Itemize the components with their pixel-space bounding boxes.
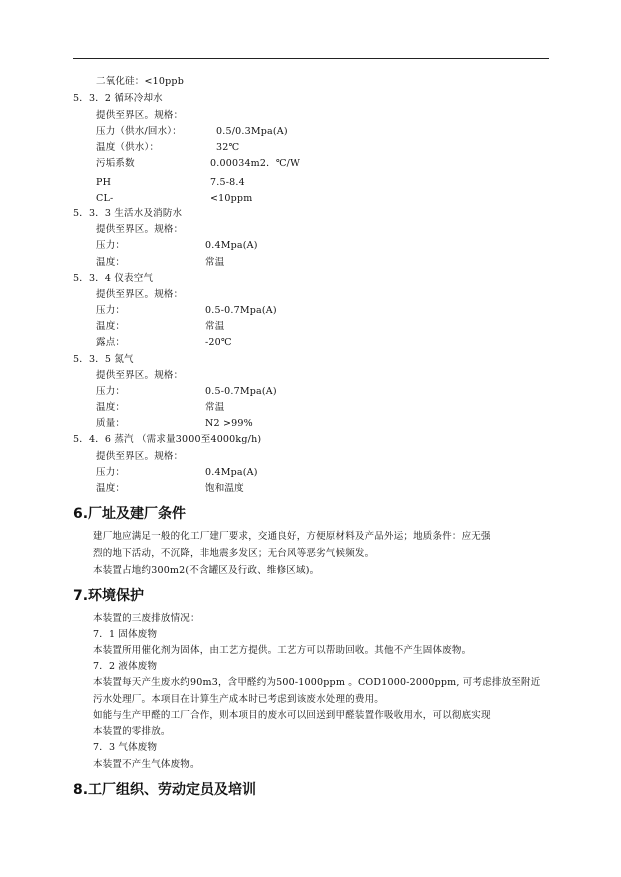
- spec-label: 污垢系数: [96, 158, 135, 169]
- subsection-title-534: 5．3．4 仪表空气: [73, 273, 154, 284]
- spec-label: 温度：: [96, 483, 126, 494]
- spec-value: <10ppm: [210, 193, 253, 204]
- spec-value: 0.4Mpa(A): [205, 240, 258, 251]
- paragraph-line: 本装置所用催化剂为固体，由工艺方提供。工艺方可以帮助回收。其他不产生固体废物。: [93, 645, 472, 656]
- paragraph-line: 污水处理厂。本项目在计算生产成本时已考虑到该废水处理的费用。: [93, 694, 385, 705]
- spec-label: 压力（供水/回水）：: [96, 126, 182, 137]
- spec-value: 常温: [205, 321, 225, 332]
- subsection-title-73: 7．3 气体废物: [93, 742, 158, 753]
- spec-label: 质量：: [96, 418, 126, 429]
- spec-value: 7.5-8.4: [210, 177, 245, 188]
- paragraph-line: 本装置的三废排放情况：: [93, 613, 200, 624]
- spec-label: 压力：: [96, 386, 126, 397]
- spec-value: 常温: [205, 257, 225, 268]
- spec-intro: 提供至界区。规格：: [96, 451, 184, 462]
- spec-value: 0.5/0.3Mpa(A): [216, 126, 288, 137]
- subsection-title-546: 5．4．6 蒸汽 （需求量3000至4000kg/h): [73, 434, 262, 445]
- spec-value: 0.00034m2．℃/W: [210, 158, 301, 169]
- spec-intro: 提供至界区。规格：: [96, 370, 184, 381]
- subsection-title-72: 7．2 液体废物: [93, 661, 158, 672]
- spec-value: -20℃: [205, 337, 232, 348]
- spec-label: 压力：: [96, 305, 126, 316]
- spec-intro: 提供至界区。规格：: [96, 289, 184, 300]
- spec-intro: 提供至界区。规格：: [96, 224, 184, 235]
- spec-value: 0.5-0.7Mpa(A): [205, 305, 277, 316]
- spec-label: 压力：: [96, 240, 126, 251]
- spec-value: 饱和温度: [205, 483, 244, 494]
- spec-intro: 提供至界区。规格：: [96, 110, 184, 121]
- header-rule: [73, 58, 549, 59]
- spec-value: 0.5-0.7Mpa(A): [205, 386, 277, 397]
- paragraph-line: 烈的地下活动，不沉降，非地震多发区；无台风等恶劣气候频发。: [93, 548, 375, 559]
- section-heading-6: 6.厂址及建厂条件: [73, 506, 187, 522]
- spec-value: 0.4Mpa(A): [205, 467, 258, 478]
- spec-label: 压力：: [96, 467, 126, 478]
- spec-label: PH: [96, 177, 112, 188]
- spec-value: 32℃: [216, 142, 240, 153]
- paragraph-line: 本装置占地约300m2(不含罐区及行政、维修区域)。: [93, 565, 320, 576]
- spec-label: 温度（供水）：: [96, 142, 160, 153]
- subsection-title-535: 5．3．5 氮气: [73, 354, 134, 365]
- spec-label: 温度：: [96, 257, 126, 268]
- subsection-title-533: 5．3．3 生活水及消防水: [73, 208, 183, 219]
- paragraph-line: 建厂地应满足一般的化工厂建厂要求，交通良好，方便原材料及产品外运；地质条件：应无强: [93, 531, 491, 542]
- subsection-title-532: 5．3．2 循环冷却水: [73, 93, 163, 104]
- spec-value: N2 >99%: [205, 418, 253, 429]
- section-heading-8: 8.工厂组织、劳动定员及培训: [73, 782, 257, 798]
- paragraph-line: 本装置的零排放。: [93, 726, 171, 737]
- spec-label: CL-: [96, 193, 114, 204]
- paragraph-line: 本装置不产生气体废物。: [93, 759, 200, 770]
- paragraph-line: 如能与生产甲醛的工厂合作，则本项目的废水可以回送到甲醛装置作吸收用水，可以彻底实现: [93, 710, 491, 721]
- paragraph-line: 本装置每天产生废水约90m3，含甲醛约为500-1000ppm 。COD1000-2000ppm, 可考虑排放至附近: [93, 677, 541, 688]
- sio2-line: 二氧化硅：<10ppb: [96, 76, 184, 87]
- subsection-title-71: 7．1 固体废物: [93, 629, 158, 640]
- spec-value: 常温: [205, 402, 225, 413]
- spec-label: 温度：: [96, 402, 126, 413]
- spec-label: 露点：: [96, 337, 126, 348]
- spec-label: 温度：: [96, 321, 126, 332]
- section-heading-7: 7.环境保护: [73, 588, 145, 604]
